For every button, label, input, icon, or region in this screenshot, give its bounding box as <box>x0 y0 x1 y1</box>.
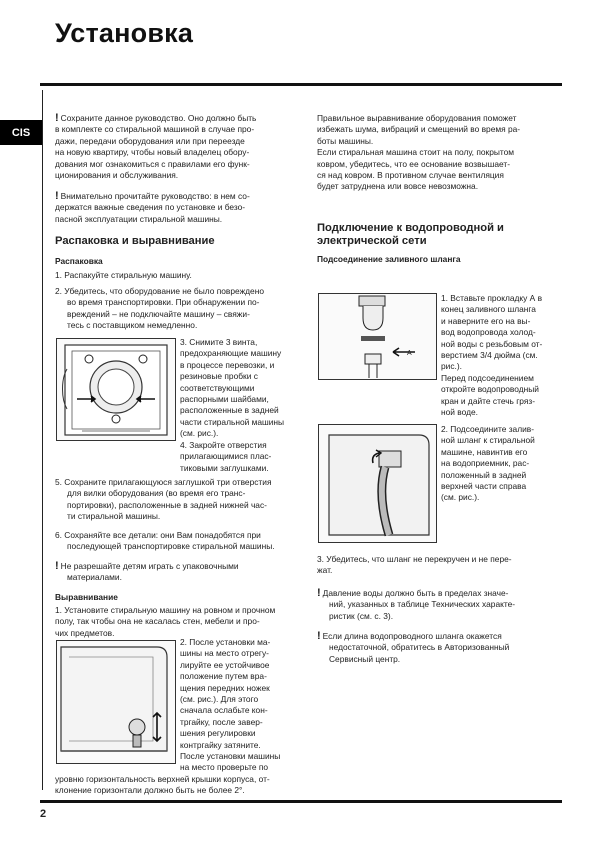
step-3 <box>180 337 298 440</box>
text-line: чих предметов. <box>55 627 115 638</box>
text-line: сначала ослабьте кон- <box>180 705 268 716</box>
text-line: на водоприемник, рас- <box>441 458 530 469</box>
warning-read-manual <box>55 191 295 225</box>
text-line: вреждений – не подключайте машину – свяжи- <box>67 308 250 319</box>
text-line: части стиральной машины <box>180 416 285 427</box>
step-4 <box>180 440 298 474</box>
gasket-label: A <box>407 350 412 357</box>
step-6 <box>55 530 300 553</box>
step-1: 1. Распакуйте стиральную машину. <box>55 270 192 280</box>
top-rule <box>40 83 562 86</box>
hose-step-3 <box>317 554 562 577</box>
text-line: 2. Подсоедините залив- <box>441 424 534 434</box>
text-line-content: Не разрешайте детям играть с упаковочными <box>60 561 239 571</box>
text-line: последующей транспортировке стиральной машины. <box>67 541 275 552</box>
text-line: 4. Закройте отверстия <box>180 440 267 450</box>
text-line: 1. Вставьте прокладку А в <box>441 293 543 303</box>
subheading-leveling: Выравнивание <box>55 592 118 602</box>
text-line: 1. Установите стиральную машину на ровном и прочном <box>55 605 276 615</box>
text-line: ковром, убедитесь, что ее основание возвышает- <box>317 158 510 169</box>
text-line: жат. <box>317 565 333 576</box>
warning-keep-manual <box>55 113 295 181</box>
text-line: дования мог ознакомиться с правилами его функ- <box>55 158 250 169</box>
subheading-inlet-hose: Подсоединение заливного шланга <box>317 254 461 264</box>
text-line: расположенные в задней <box>180 405 279 416</box>
section-heading-connect <box>317 222 562 248</box>
text-line: машине, навинтив его <box>441 446 528 457</box>
text-line: ционирования и обслуживания. <box>55 170 179 181</box>
text-line: 2. Убедитесь, что оборудование не было повреждено <box>55 286 264 296</box>
text-line <box>317 588 562 599</box>
text-line: Подключение к водопроводной и <box>317 222 504 234</box>
text-line: верстием 3/4 дюйма (см. <box>441 350 538 361</box>
text-line: резиновые пробки с <box>180 371 258 382</box>
text-line: Правильное выравнивание оборудования поможет <box>317 113 517 123</box>
text-line: и наверните его на вы- <box>441 315 531 326</box>
text-line: ристик (см. с. 3). <box>329 610 394 621</box>
text-line: недостаточной, обратитесь в Авторизованный <box>329 642 510 653</box>
text-line: конец заливного шланга <box>441 304 536 315</box>
text-line: 2. После установки ма- <box>180 637 271 647</box>
text-line: распорными шайбами, <box>180 394 269 405</box>
text-line: боты машины. <box>317 135 374 146</box>
warning-icon: ! <box>55 112 59 124</box>
text-line-content: Сохраните данное руководство. Оно должно быть <box>60 113 257 123</box>
text-line: ной шланг к стиральной <box>441 435 535 446</box>
washer-back-illustration <box>56 338 176 441</box>
text-line: 3. Убедитесь, что шланг не перекручен и не пере- <box>317 554 512 564</box>
text-line: (см. рис.). Для этого <box>180 694 259 705</box>
text-line: для вилки оборудования (во время его транс- <box>67 488 246 499</box>
text-line: ной воды с резьбовым от- <box>441 338 543 349</box>
text-line: пасной эксплуатации стиральной машины. <box>55 213 223 224</box>
text-line: откройте водопроводный <box>441 384 539 395</box>
hose-step-1 <box>441 293 564 418</box>
text-line: 6. Сохраняйте все детали: они Вам понадобятся при <box>55 530 261 540</box>
text-line: в процессе перевозки, и <box>180 359 275 370</box>
leveling-intro <box>317 113 562 193</box>
text-line: портировки), расположенные в задней нижней час- <box>67 499 267 510</box>
text-line: полу, так чтобы она не касалась стен, мебели и про- <box>55 616 260 627</box>
text-line <box>55 191 295 202</box>
text-line: на новую квартиру, чтобы новый владелец обору- <box>55 147 250 158</box>
text-line: будет затруднена или вовсе невозможна. <box>317 181 479 192</box>
text-line: лируйте ее устойчивое <box>180 659 270 670</box>
text-line <box>317 631 562 642</box>
text-line: Если стиральная машина стоит на полу, покрытом <box>317 147 515 158</box>
text-line: материалами. <box>67 572 122 583</box>
text-line-content: Если длина водопроводного шланга окажется <box>322 631 502 641</box>
text-line: (см. рис.). <box>441 492 480 503</box>
warning-icon: ! <box>55 560 59 572</box>
section-heading-unpack: Распаковка и выравнивание <box>55 235 215 247</box>
page-title: Установка <box>55 18 194 48</box>
margin-line <box>42 90 43 790</box>
adjustable-feet-illustration <box>56 640 176 764</box>
text-line: во время транспортировки. При обнаружении по- <box>67 297 260 308</box>
subheading-unpacking: Распаковка <box>55 256 103 266</box>
language-tab: CIS <box>0 120 42 145</box>
text-line: вод водопровода холод- <box>441 327 536 338</box>
text-line: шения регулировки <box>180 728 256 739</box>
text-line <box>55 561 300 572</box>
text-line: контргайку затяните. <box>180 739 261 750</box>
text-line: 5. Сохраните прилагающуюся заглушкой три отверстия <box>55 477 272 487</box>
text-line: тесь с поставщиком немедленно. <box>67 320 198 331</box>
text-line: шины на место отрегу- <box>180 648 269 659</box>
text-line: клонение горизонтали должно быть не более 2°. <box>55 785 245 796</box>
level-step-2 <box>180 637 298 774</box>
text-line: рис.). <box>441 361 462 372</box>
warning-text <box>55 191 295 225</box>
hose-step-2 <box>441 424 564 504</box>
level-step-1 <box>55 605 300 639</box>
text-line: держатся важные сведения по установке и безо- <box>55 202 246 213</box>
step-2 <box>55 286 295 332</box>
text-line: Перед подсоединением <box>441 372 534 383</box>
text-line: прилагающимися плас- <box>180 451 272 462</box>
text-line: положение путем вра- <box>180 671 267 682</box>
warning-icon: ! <box>317 587 321 599</box>
text-line: на место проверьте по <box>180 762 269 773</box>
text-line: ти стиральной машины. <box>67 511 161 522</box>
text-line: ний, указанных в таблице Технических характе- <box>329 599 516 610</box>
tap-connection-illustration <box>318 293 437 380</box>
level-step-2-tail <box>55 774 300 797</box>
text-line: предохраняющие машину <box>180 348 282 359</box>
text-line: избежать шума, вибраций и смещений во время ра- <box>317 124 521 135</box>
warning-text <box>55 113 295 181</box>
warning-hose-length <box>317 631 562 665</box>
text-line-content: Внимательно прочитайте руководство: в нем со- <box>60 191 250 201</box>
text-line: кран и дайте стечь гряз- <box>441 395 536 406</box>
warning-icon: ! <box>317 630 321 642</box>
hose-machine-illustration <box>318 424 437 543</box>
text-line-content: Давление воды должно быть в пределах значе- <box>322 588 509 598</box>
text-line: После установки машины <box>180 751 281 762</box>
text-line: ся над ковром. В противном случае вентиляция <box>317 170 504 181</box>
text-line: уровню горизонтальность верхней крышки корпуса, от- <box>55 774 270 784</box>
bottom-rule <box>40 800 562 803</box>
text-line: (см. рис.). <box>180 428 219 439</box>
text-line: положенный в задней <box>441 469 527 480</box>
text-line: 3. Снимите 3 винта, <box>180 337 258 347</box>
text-line: Сервисный центр. <box>329 653 401 664</box>
warning-pressure <box>317 588 562 622</box>
text-line: электрической сети <box>317 235 427 247</box>
text-line: в комплекте со стиральной машиной в случае про- <box>55 124 255 135</box>
text-line: тргайку, после завер- <box>180 716 263 727</box>
page-number: 2 <box>40 808 47 820</box>
text-line: тиковыми заглушками. <box>180 462 269 473</box>
warning-children <box>55 561 300 584</box>
text-line: верхней части справа <box>441 481 527 492</box>
text-line: дажи, передачи оборудования или при переезде <box>55 135 245 146</box>
step-5 <box>55 477 300 523</box>
text-line <box>55 113 295 124</box>
text-line: соответствующими <box>180 382 255 393</box>
text-line: щения передних ножек <box>180 682 270 693</box>
warning-icon: ! <box>55 190 59 202</box>
text-line: ной воде. <box>441 407 478 418</box>
